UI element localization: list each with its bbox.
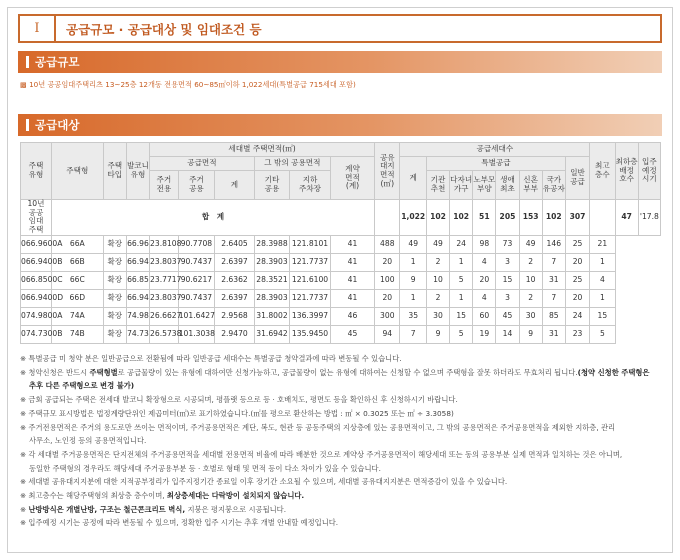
cell-general: 85 [542, 307, 565, 325]
note-text: ※ 입주예정 시기는 공정에 따라 변동될 수 있으며, 정확한 입주 시기는 추후 개별 안내할 예정입니다. [20, 518, 339, 528]
note-line [20, 489, 664, 503]
col-balcony: 발코니 유형 [126, 143, 149, 200]
cell-etc: 2.6397 [215, 289, 255, 307]
sum-total: 1,022 [400, 200, 426, 236]
cell-elderly: 15 [450, 307, 473, 325]
cell-first: 20 [473, 271, 496, 289]
note-line [20, 379, 664, 393]
note-line [20, 503, 664, 517]
cell-inst: 1 [400, 253, 426, 271]
sum-multi: 102 [450, 200, 473, 236]
note-line [20, 366, 664, 380]
cell-park: 31.8002 [254, 307, 289, 325]
cell-private: 66.94 [126, 289, 149, 307]
table-row [21, 289, 661, 307]
col-lowest-alloc: 최하층 배정 호수 [615, 143, 638, 200]
cell-type: 66A [51, 235, 103, 253]
cell-land: 46 [330, 307, 374, 325]
note-line [20, 516, 664, 530]
note-pre: ※ 최고층수는 해당주택형의 최상층 층수이며, [20, 491, 167, 501]
cell-sum: 101.3038 [178, 325, 214, 343]
sum-general: 307 [565, 200, 589, 236]
cell-first: 19 [473, 325, 496, 343]
col-contract-area: 계약 면적 (계) [330, 157, 374, 200]
cell-general: 7 [542, 289, 565, 307]
col-model: 주택형 [51, 143, 103, 200]
col-parking: 지하 주차장 [290, 171, 331, 200]
cell-model: 066.9600A [21, 235, 52, 253]
cell-model: 074.9800A [21, 307, 52, 325]
sum-row [21, 200, 661, 236]
cell-general: 31 [542, 325, 565, 343]
note-bold: 최상층세대는 다락방이 설치되지 않습니다. [166, 491, 305, 501]
col-elderly: 노부모 부양 [473, 171, 496, 200]
cell-total: 20 [375, 289, 400, 307]
cell-model: 066.9400D [21, 289, 52, 307]
cell-common: 23.7717 [150, 271, 179, 289]
move-in-cell: '17.8 [638, 200, 660, 236]
cell-common: 26.6627 [150, 307, 179, 325]
cell-model: 066.8500C [21, 271, 52, 289]
col-land-share: 공유 대지 면적 (㎡) [375, 143, 400, 200]
sum-inst: 102 [426, 200, 449, 236]
cell-multi: 2 [426, 289, 449, 307]
cell-general: 7 [542, 253, 565, 271]
cell-total: 300 [375, 307, 400, 325]
cell-land: 41 [330, 235, 374, 253]
col-newlywed: 신혼 부부 [519, 171, 542, 200]
cell-floor: 20 [565, 289, 589, 307]
cell-floor: 20 [565, 253, 589, 271]
header-marker-icon [26, 56, 29, 68]
cell-inst: 35 [400, 307, 426, 325]
cell-newly: 15 [496, 271, 519, 289]
cell-type: 66D [51, 289, 103, 307]
cell-etc: 2.6362 [215, 271, 255, 289]
note-bold: 주택형별 [89, 367, 118, 377]
cell-balcony: 확장 [103, 271, 126, 289]
supply-scale-title: 공급규모 [35, 55, 80, 69]
cell-park: 31.6942 [254, 325, 289, 343]
col-type: 주택 타입 [103, 143, 126, 200]
cell-newly: 3 [496, 289, 519, 307]
cell-common: 26.5738 [150, 325, 179, 343]
table-row [21, 325, 661, 343]
note-post: 로 공급물량이 있는 유형에 대하여만 신청가능하고, 공급물량이 없는 유형에 대하여는 신청할 수 없으며 주택형을 잘못 하더라도 무효처리 됩니다. [117, 367, 578, 377]
col-common: 주거 공용 [178, 171, 214, 200]
cell-floor: 25 [565, 271, 589, 289]
cell-lowest: 21 [590, 235, 615, 253]
cell-newly: 14 [496, 325, 519, 343]
cell-elderly: 24 [450, 235, 473, 253]
sum-land [375, 200, 400, 236]
cell-private: 66.96 [126, 235, 149, 253]
col-special: 특별공급 [426, 157, 565, 171]
col-private: 주거 전용 [150, 171, 179, 200]
cell-private: 74.73 [126, 325, 149, 343]
sum-merit: 102 [542, 200, 565, 236]
col-housing-type: 주택 유형 [21, 143, 52, 200]
cell-elderly: 5 [450, 271, 473, 289]
cell-first: 60 [473, 307, 496, 325]
cell-multi: 49 [426, 235, 449, 253]
col-total: 계 [400, 157, 426, 200]
cell-contract: 135.9450 [290, 325, 331, 343]
note-bold: 난방방식은 개별난방, 구조는 철근콘크리트 벽식, [28, 504, 186, 514]
cell-merit: 2 [519, 253, 542, 271]
cell-park: 28.3988 [254, 235, 289, 253]
supply-target-header [18, 114, 662, 136]
cell-etc: 2.6405 [215, 235, 255, 253]
cell-type: 74A [51, 307, 103, 325]
table-row [21, 271, 661, 289]
cell-elderly: 5 [450, 325, 473, 343]
cell-sum: 90.7437 [178, 289, 214, 307]
cell-sum: 101.6427 [178, 307, 214, 325]
cell-land: 41 [330, 271, 374, 289]
cell-private: 74.98 [126, 307, 149, 325]
cell-etc: 2.9470 [215, 325, 255, 343]
cell-contract: 121.7737 [290, 253, 331, 271]
supply-scale-header [18, 51, 662, 73]
cell-common: 23.8037 [150, 253, 179, 271]
section-title-bar [18, 14, 662, 43]
cell-land: 41 [330, 253, 374, 271]
table-row [21, 307, 661, 325]
sum-newly: 153 [519, 200, 542, 236]
cell-private: 66.94 [126, 253, 149, 271]
col-etc-common: 기타 공용 [254, 171, 289, 200]
cell-total: 20 [375, 253, 400, 271]
cell-merit: 49 [519, 235, 542, 253]
cell-first: 98 [473, 235, 496, 253]
cell-lowest: 5 [590, 325, 615, 343]
col-supply-area: 공급면적 [150, 157, 255, 171]
note-text: ※ 주거전용면적은 주거의 용도로만 쓰이는 면적이며, 주거공용면적은 계단, 복도, 현관 등 공동주택의 지상층에 있는 공용면적이고, 그 밖의 공용면적은 주거공용면적을 제외한 지하층, 관리 [20, 422, 616, 432]
cell-elderly: 1 [450, 253, 473, 271]
cell-multi: 2 [426, 253, 449, 271]
note-pre: ※ 청약신청은 반드시 [20, 367, 90, 377]
note-pre: ※ [20, 504, 29, 514]
cell-multi: 9 [426, 325, 449, 343]
cell-multi: 30 [426, 307, 449, 325]
cell-balcony: 확장 [103, 235, 126, 253]
cell-floor: 25 [565, 235, 589, 253]
sum-floor [590, 200, 615, 236]
cell-newly: 73 [496, 235, 519, 253]
note-text: ※ 세대별 공유대지지분에 대한 지적공부정리가 입주지정기간 종료일 이후 장기간 소요될 수 있으며, 세대별 공유대지지분은 면적증감이 있을 수 있습니다. [20, 477, 508, 487]
supply-target-title: 공급대상 [35, 118, 80, 132]
cell-type: 66C [51, 271, 103, 289]
cell-land: 45 [330, 325, 374, 343]
col-multi-child: 다자녀 가구 [450, 171, 473, 200]
cell-common: 23.8037 [150, 289, 179, 307]
cell-merit: 9 [519, 325, 542, 343]
note-line [20, 475, 664, 489]
cell-lowest: 4 [590, 271, 615, 289]
cell-inst: 9 [400, 271, 426, 289]
note-line [20, 352, 664, 366]
cell-balcony: 확장 [103, 307, 126, 325]
cell-balcony: 확장 [103, 289, 126, 307]
cell-merit: 30 [519, 307, 542, 325]
sum-elderly: 51 [473, 200, 496, 236]
table-row [21, 253, 661, 271]
note-text: ※ 금회 공급되는 주택은 전세대 발코니 확장형으로 시공되며, 평플랫 등으로 등 · 호배치도, 평면도 등을 확인하신 후 신청하시기 바랍니다. [20, 395, 458, 405]
cell-inst: 49 [400, 235, 426, 253]
cell-park: 28.3521 [254, 271, 289, 289]
note-line [20, 448, 664, 462]
housing-type-cell: 10년 공공 임대 주택 [21, 200, 52, 236]
cell-general: 146 [542, 235, 565, 253]
header-marker-icon [26, 119, 29, 131]
cell-contract: 121.7737 [290, 289, 331, 307]
note-line [20, 393, 664, 407]
cell-common: 23.8108 [150, 235, 179, 253]
cell-lowest: 15 [590, 307, 615, 325]
note-line [20, 462, 664, 476]
cell-balcony: 확장 [103, 325, 126, 343]
table-row [21, 235, 661, 253]
cell-sum: 90.7437 [178, 253, 214, 271]
cell-land: 41 [330, 289, 374, 307]
note-text: 사무소, 노인정 등의 공용면적입니다. [29, 436, 147, 446]
note-line [20, 407, 664, 421]
cell-contract: 121.6100 [290, 271, 331, 289]
note-text: ※ 주택규모 표시방법은 법정계량단위인 제곱미터(㎡)로 표기하였습니다.(㎡를 평으로 환산하는 방법 : ㎡ × 0.3025 또는 ㎡ ÷ 3.3058) [20, 408, 454, 418]
supply-summary: ▩ 10년 공공임대주택리츠 13~25층 12개동 전용면적 60~85㎡이하 1,022세대(특별공급 715세대 포함) [20, 80, 356, 89]
cell-first: 4 [473, 253, 496, 271]
cell-first: 4 [473, 289, 496, 307]
cell-floor: 24 [565, 307, 589, 325]
cell-newly: 45 [496, 307, 519, 325]
cell-private: 66.85 [126, 271, 149, 289]
note-text: 동일한 주택형의 경우라도 해당세대 주거공용부분 등 · 호별로 형태 및 면적 등이 다소 차이가 있을 수 있습니다. [29, 463, 381, 473]
supply-table [20, 142, 661, 344]
cell-lowest: 1 [590, 289, 615, 307]
note-line [20, 421, 664, 435]
sum-label: 합 계 [51, 200, 374, 236]
cell-merit: 2 [519, 289, 542, 307]
note-text: ※ 특별공급 미 청약 분은 일반공급으로 전환됨에 따라 일반공급 세대수는 특별공급 청약결과에 따라 변동될 수 있습니다. [20, 354, 402, 363]
cell-park: 28.3903 [254, 289, 289, 307]
cell-contract: 136.3997 [290, 307, 331, 325]
cell-general: 31 [542, 271, 565, 289]
note-line [20, 434, 664, 448]
cell-contract: 121.8101 [290, 235, 331, 253]
col-inst: 기관 추천 [426, 171, 449, 200]
cell-type: 74B [51, 325, 103, 343]
cell-total: 488 [375, 235, 400, 253]
cell-type: 66B [51, 253, 103, 271]
note-text: ※ 각 세대별 주거공용면적은 단지전체의 주거공용면적을 세대별 전용면적 비율에 따라 배분한 것으로 계약상 주거공용면적이 해당세대 또는 동의 공용부분 실제 면적과 일치하는 것은 아니며, [20, 449, 623, 459]
col-other-common: 그 밖의 공용면적 [254, 157, 330, 171]
cell-park: 28.3903 [254, 253, 289, 271]
cell-sum: 90.6217 [178, 271, 214, 289]
col-supply-units: 공급세대수 [400, 143, 590, 157]
col-general: 일반 공급 [565, 157, 589, 200]
col-area-group: 세대별 주택면적(㎡) [150, 143, 375, 157]
cell-etc: 2.6397 [215, 253, 255, 271]
cell-inst: 7 [400, 325, 426, 343]
col-move-in: 입주 예정 시기 [638, 143, 660, 200]
note-bold: 추후 다른 주택형으로 변경 불가) [29, 381, 135, 391]
cell-model: 066.9400B [21, 253, 52, 271]
cell-elderly: 1 [450, 289, 473, 307]
cell-multi: 10 [426, 271, 449, 289]
notes-section [20, 352, 664, 530]
col-sum: 계 [215, 171, 255, 200]
cell-total: 100 [375, 271, 400, 289]
col-max-floor: 최고 층수 [590, 143, 615, 200]
note-post: 지붕은 평지붕으로 시공됩니다. [185, 504, 287, 514]
cell-merit: 10 [519, 271, 542, 289]
cell-inst: 1 [400, 289, 426, 307]
sum-lowest: 47 [615, 200, 638, 236]
note-bold2: (청약 신청한 주택형은 [577, 367, 650, 377]
section-title: 공급규모 · 공급대상 및 임대조건 등 [66, 21, 262, 37]
col-first-life: 생애 최초 [496, 171, 519, 200]
cell-lowest: 1 [590, 253, 615, 271]
cell-balcony: 확장 [103, 253, 126, 271]
cell-sum: 90.7708 [178, 235, 214, 253]
section-number: I [20, 16, 56, 41]
cell-etc: 2.9568 [215, 307, 255, 325]
sum-first: 205 [496, 200, 519, 236]
cell-total: 94 [375, 325, 400, 343]
col-merit: 국가 유공자 [542, 171, 565, 200]
cell-floor: 23 [565, 325, 589, 343]
cell-model: 074.7300B [21, 325, 52, 343]
cell-newly: 3 [496, 253, 519, 271]
